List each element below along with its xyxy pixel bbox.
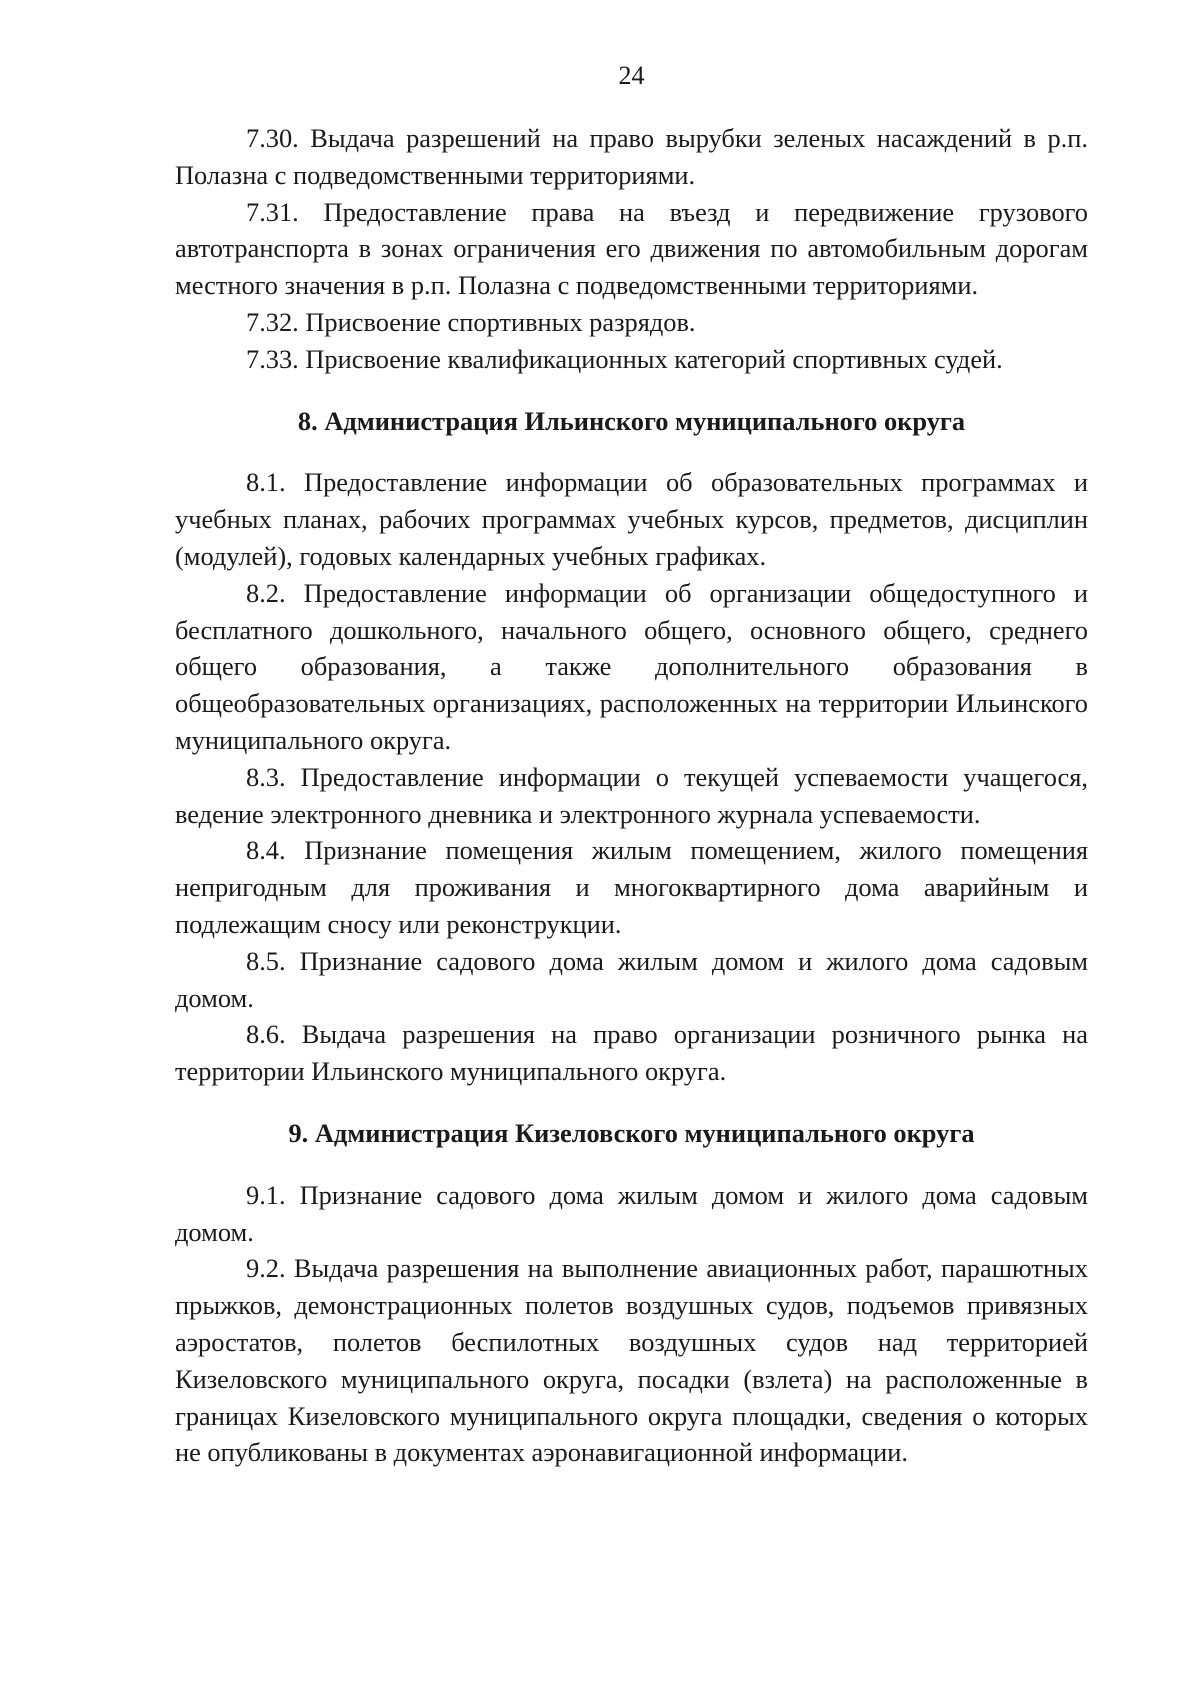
list-item-9-2: 9.2. Выдача разрешения на выполнение авиационных работ, парашютных прыжков, демонстрационных полетов воздушных судов, подъемов привязных аэростатов, полетов беспилотных воздушных судов над территорией Кизеловского муниципального округа, посадки (взлета) на расположенные в границах Кизеловского муниципального округа площадки, сведения о которых не опубликованы в документах аэронавигационной информации. xyxy=(175,1253,1088,1468)
list-item-8-1: 8.1. Предоставление информации об образовательных программах и учебных планах, рабочих программах учебных курсов, предметов, дисциплин (модулей), годовых календарных учебных графиках. xyxy=(175,467,1088,571)
page-number: 24 xyxy=(618,61,645,90)
list-item-7-30: 7.30. Выдача разрешений на право вырубки зеленых насаждений в р.п. Полазна с подведомственными территориями. xyxy=(175,123,1088,190)
list-item-8-4: 8.4. Признание помещения жилым помещением, жилого помещения непригодным для проживания и многоквартирного дома аварийным и подлежащим сносу или реконструкции. xyxy=(175,835,1088,939)
list-item-8-5: 8.5. Признание садового дома жилым домом и жилого дома садовым домом. xyxy=(175,945,1088,1013)
list-item-7-31: 7.31. Предоставление права на въезд и передвижение грузового автотранспорта в зонах ограничения его движения по автомобильным дорогам местного значения в р.п. Полазна с подведомственными территориями. xyxy=(175,196,1088,301)
document-body xyxy=(175,120,1088,1471)
list-item-8-6: 8.6. Выдача разрешения на право организации розничного рынка на территории Ильинского муниципального округа. xyxy=(175,1019,1088,1087)
section-heading-8: 8. Администрация Ильинского муниципального округа xyxy=(297,405,966,436)
list-item-7-32: 7.32. Присвоение спортивных разрядов. xyxy=(246,306,696,337)
list-item-9-1: 9.1. Признание садового дома жилым домом и жилого дома садовым домом. xyxy=(175,1179,1088,1247)
section-heading-9: 9. Администрация Кизеловского муниципального округа xyxy=(288,1117,975,1148)
list-item-8-2: 8.2. Предоставление информации об организации общедоступного и бесплатного дошкольного, начального общего, основного общего, среднего общего образования, а также дополнительного образования в общеобразовательных организациях, расположенных на территории Ильинского муниципального округа. xyxy=(175,577,1088,755)
list-item-8-3: 8.3. Предоставление информации о текущей успеваемости учащегося, ведение электронного дневника и электронного журнала успеваемости. xyxy=(175,761,1088,829)
list-item-7-33: 7.33. Присвоение квалификационных категорий спортивных судей. xyxy=(246,343,1003,374)
